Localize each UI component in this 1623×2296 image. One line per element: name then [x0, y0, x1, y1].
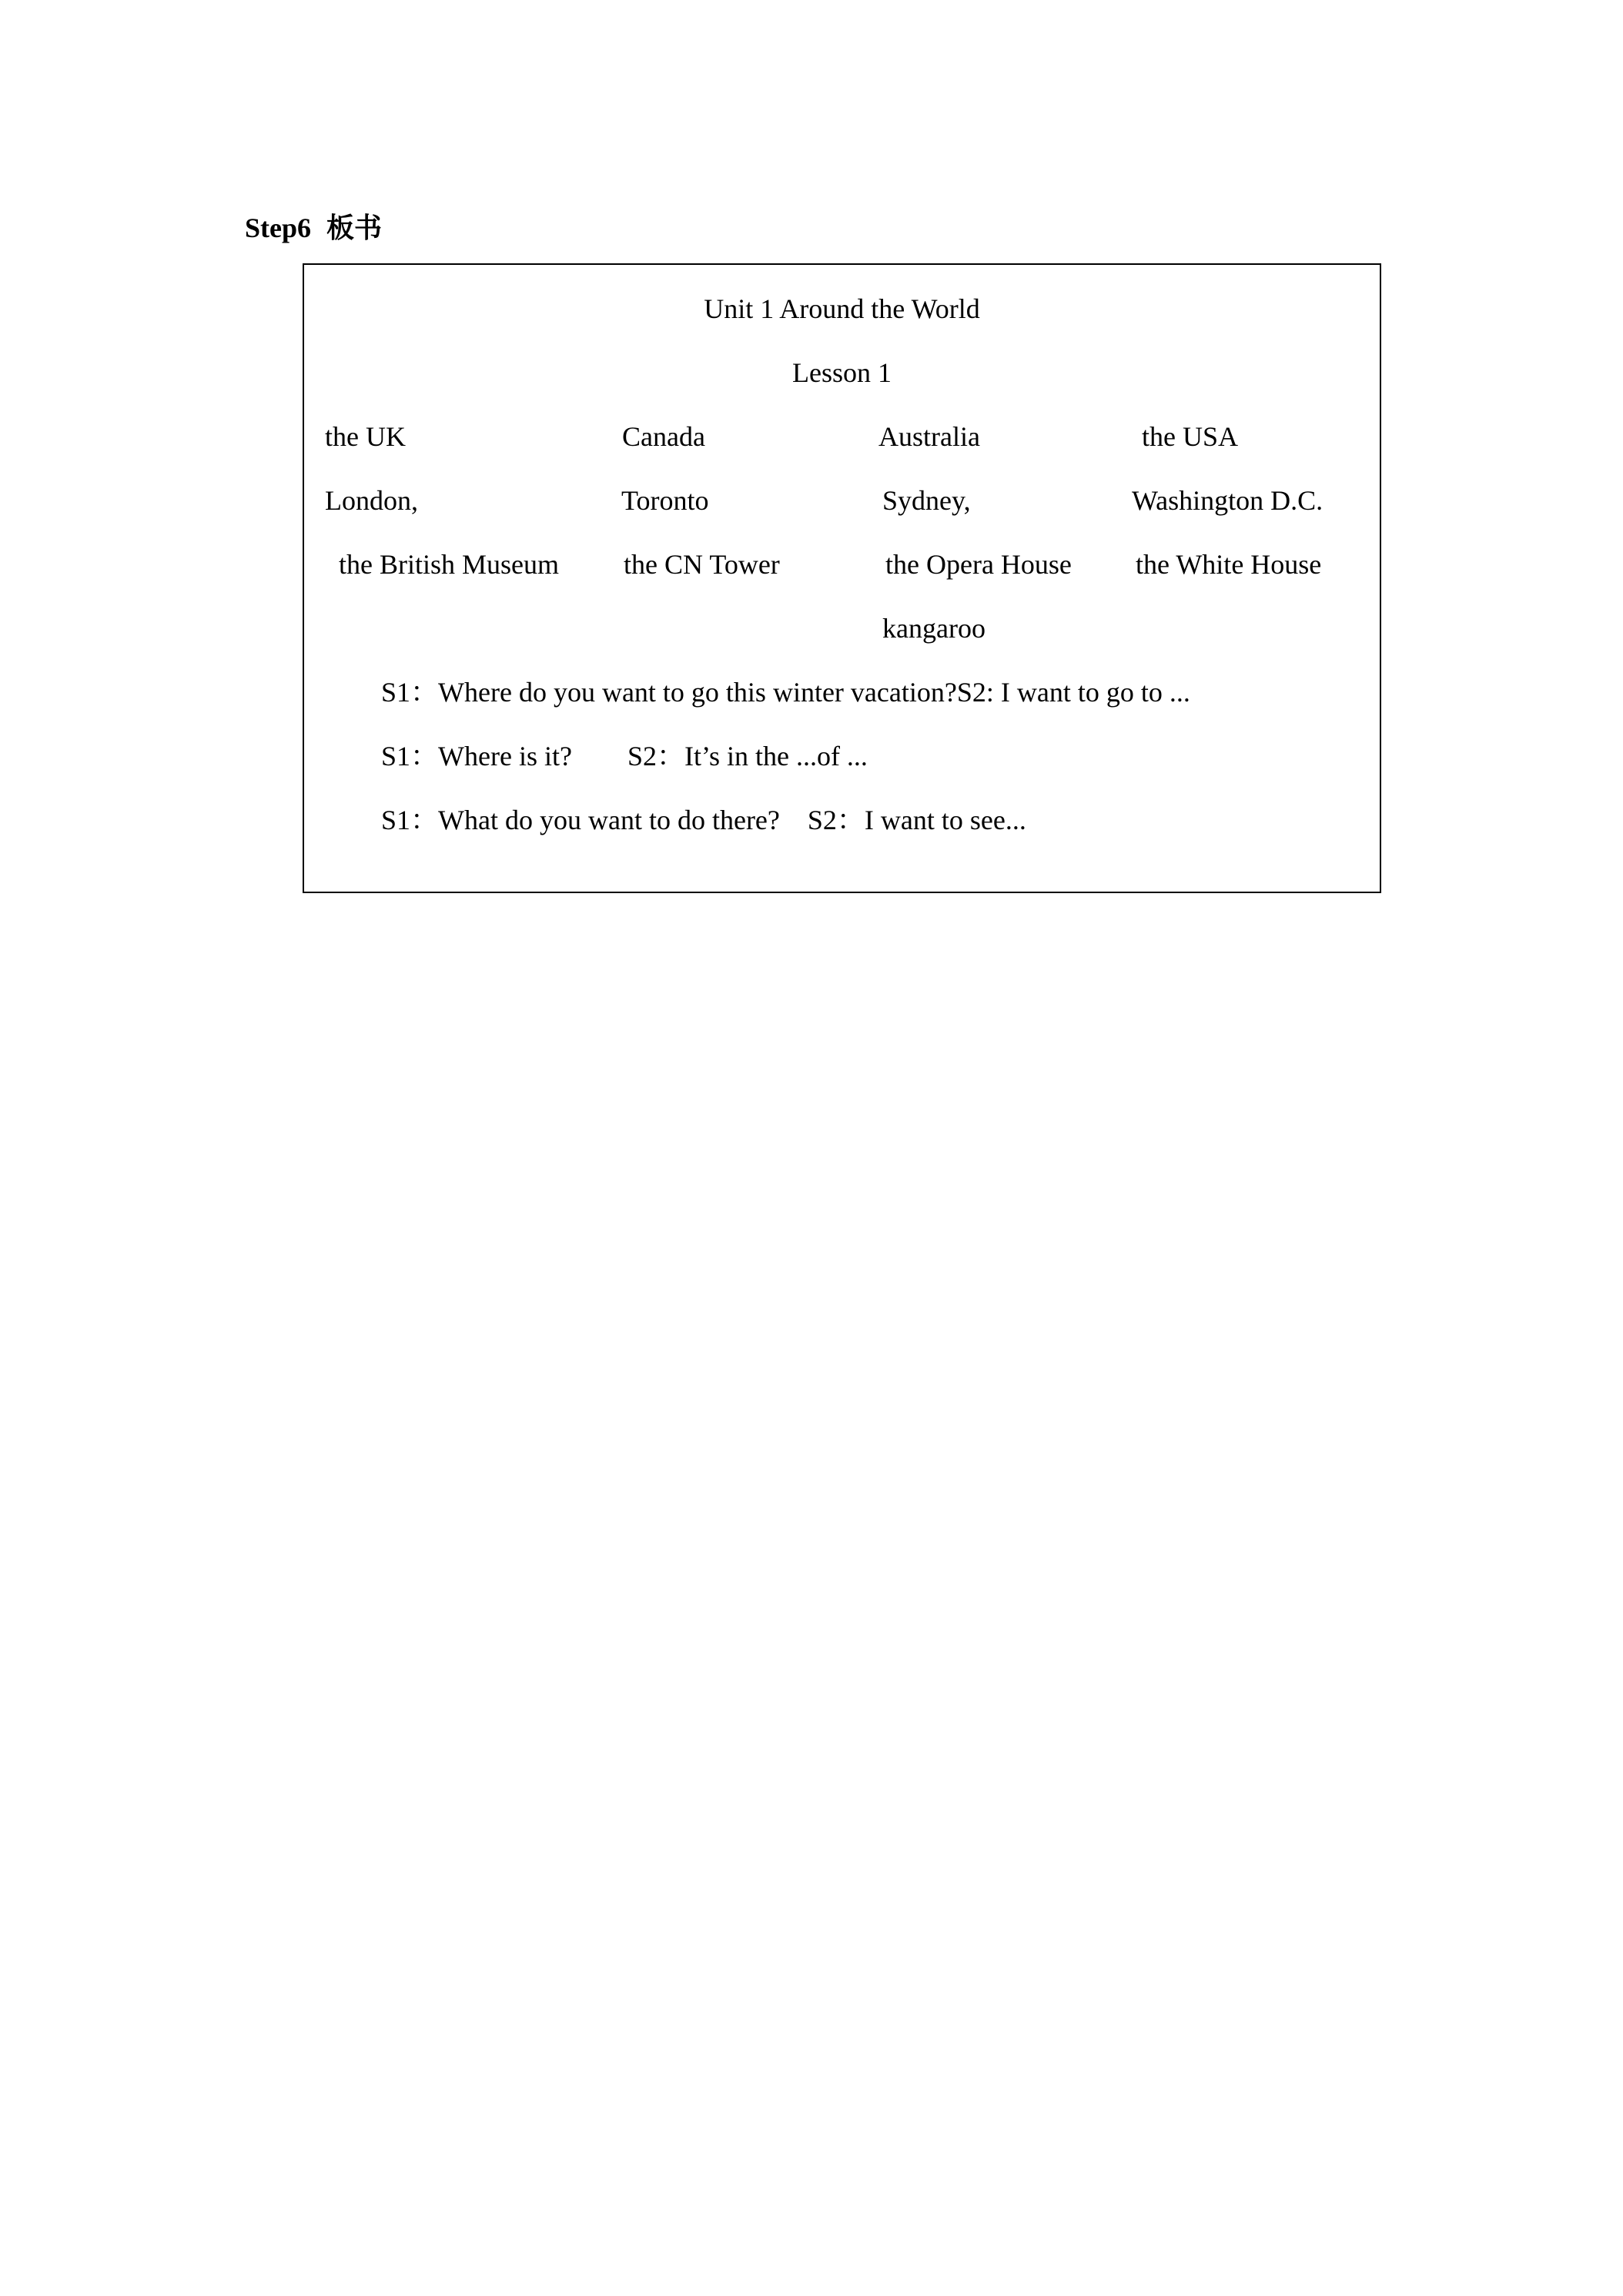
dialogue-line-2: S1：Where is it? S2：It’s in the ...of ...: [381, 741, 868, 771]
city-toronto: Toronto: [621, 485, 709, 516]
city-london: London,: [325, 485, 418, 516]
step-heading: [245, 209, 382, 246]
country-usa: the USA: [1142, 421, 1238, 452]
word-kangaroo: kangaroo: [882, 613, 986, 644]
landmark-cn-tower: the CN Tower: [624, 549, 780, 580]
city-washington: Washington D.C.: [1132, 485, 1323, 516]
landmark-british-museum: the British Museum: [339, 549, 559, 580]
landmark-opera-house: the Opera House: [885, 549, 1072, 580]
step-title: 板书: [326, 213, 383, 243]
lesson-title: Lesson 1: [792, 357, 892, 388]
dialogue-line-3: S1：What do you want to do there? S2：I want to see...: [381, 805, 1026, 835]
country-uk: the UK: [325, 421, 406, 452]
city-sydney: Sydney,: [882, 485, 971, 516]
country-canada: Canada: [622, 421, 705, 452]
blackboard-design-box: [303, 263, 1381, 893]
dialogue-line-1: S1：Where do you want to go this winter vacation?S2: I want to go to ...: [381, 677, 1190, 708]
landmark-white-house: the White House: [1136, 549, 1322, 580]
unit-title: Unit 1 Around the World: [704, 293, 980, 324]
step-label: Step6: [245, 213, 312, 243]
country-australia: Australia: [878, 421, 980, 452]
